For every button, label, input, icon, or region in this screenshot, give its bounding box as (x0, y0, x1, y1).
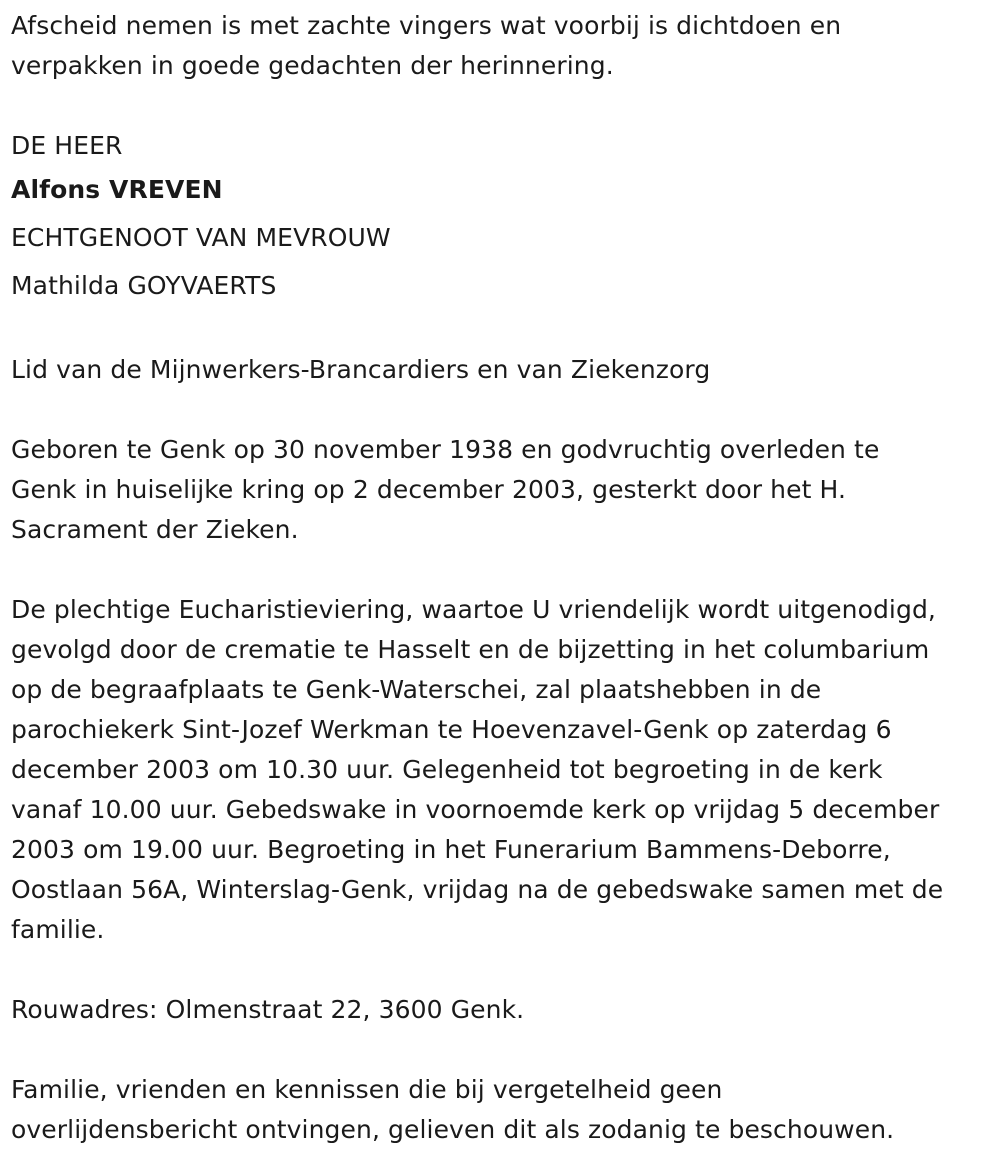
ceremony-line-3: op de begraafplaats te Genk-Waterschei, zal plaatshebben in de (11, 675, 822, 704)
honorific-title: DE HEER (11, 131, 123, 160)
spouse-name: Mathilda GOYVAERTS (11, 271, 277, 300)
opening-quote-line-2: verpakken in goede gedachten der herinnering. (11, 51, 614, 80)
ceremony-line-5: december 2003 om 10.30 uur. Gelegenheid tot begroeting in de kerk (11, 755, 883, 784)
spouse-intro: ECHTGENOOT VAN MEVROUW (11, 223, 391, 252)
mourning-address: Rouwadres: Olmenstraat 22, 3600 Genk. (11, 995, 525, 1024)
ceremony-line-2: gevolgd door de crematie te Hasselt en de bijzetting in het columbarium (11, 635, 930, 664)
ceremony-line-6: vanaf 10.00 uur. Gebedswake in voornoemde kerk op vrijdag 5 december (11, 795, 940, 824)
ceremony-line-9: familie. (11, 915, 105, 944)
birth-death-line-3: Sacrament der Zieken. (11, 515, 299, 544)
death-notice-document (11, 6, 996, 1150)
birth-death-line-1: Geboren te Genk op 30 november 1938 en godvruchtig overleden te (11, 435, 880, 464)
ceremony-line-1: De plechtige Eucharistieviering, waartoe U vriendelijk wordt uitgenodigd, (11, 595, 936, 624)
membership-line: Lid van de Mijnwerkers-Brancardiers en van Ziekenzorg (11, 355, 711, 384)
birth-death-line-2: Genk in huiselijke kring op 2 december 2003, gesterkt door het H. (11, 475, 847, 504)
closing-line-2: overlijdensbericht ontvingen, gelieven dit als zodanig te beschouwen. (11, 1115, 895, 1144)
ceremony-line-4: parochiekerk Sint-Jozef Werkman te Hoevenzavel-Genk op zaterdag 6 (11, 715, 892, 744)
ceremony-line-8: Oostlaan 56A, Winterslag-Genk, vrijdag na de gebedswake samen met de (11, 875, 944, 904)
closing-line-1: Familie, vrienden en kennissen die bij vergetelheid geen (11, 1075, 723, 1104)
deceased-name: Alfons VREVEN (11, 175, 223, 204)
ceremony-line-7: 2003 om 19.00 uur. Begroeting in het Funerarium Bammens-Deborre, (11, 835, 891, 864)
opening-quote-line-1: Afscheid nemen is met zachte vingers wat voorbij is dichtdoen en (11, 11, 842, 40)
